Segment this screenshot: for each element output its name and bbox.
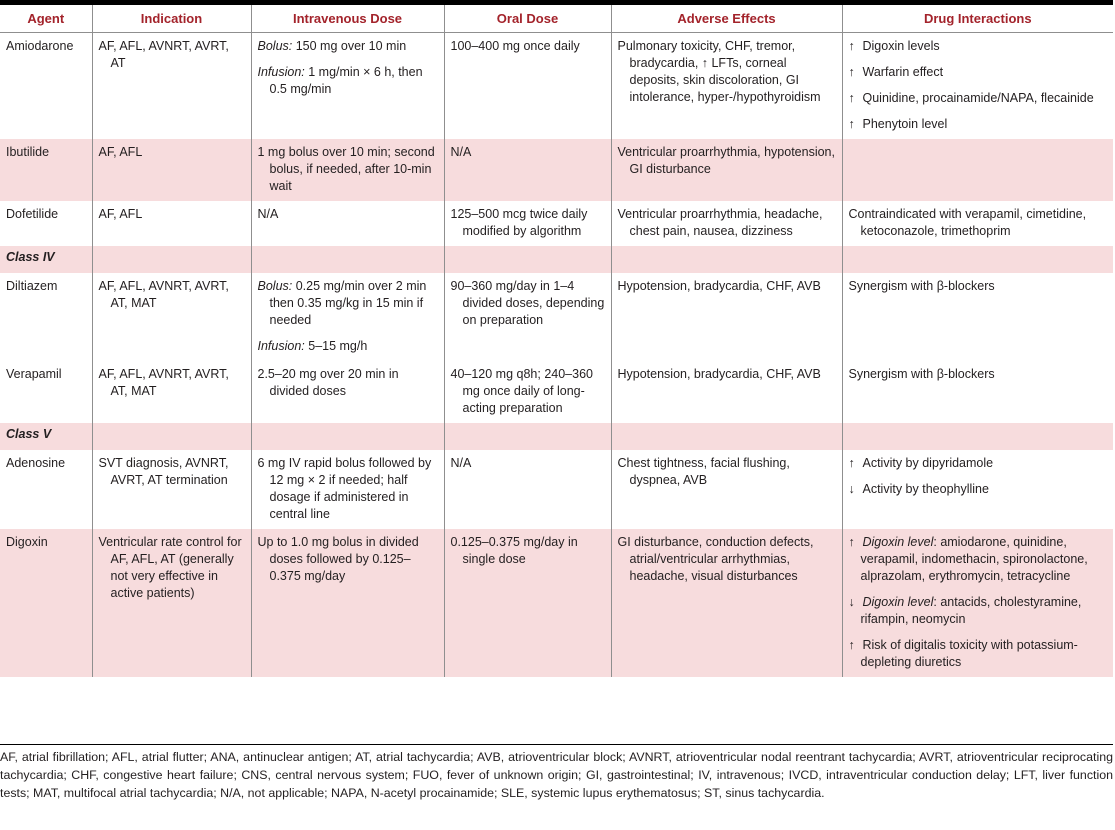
arrow-up-icon: ↑ bbox=[848, 456, 855, 470]
cell-text: Synergism with β-blockers bbox=[848, 367, 995, 381]
class-label-cell bbox=[0, 423, 92, 450]
cell-text: Activity by theophylline bbox=[862, 482, 989, 496]
indication-cell bbox=[92, 33, 251, 140]
interaction-text bbox=[849, 116, 1109, 133]
interaction-text bbox=[849, 637, 1109, 671]
cell-text: Ventricular rate control for AF, AFL, AT (generally not very effective in active patients) bbox=[98, 535, 242, 600]
dose-label: Bolus: bbox=[257, 39, 293, 53]
agent-cell: Amiodarone bbox=[0, 33, 92, 140]
cell-text: 6 mg IV rapid bolus followed by 12 mg × 2 if needed; half dosage if administered in central line bbox=[257, 456, 432, 521]
cell-text: Risk of digitalis toxicity with potassium-depleting diuretics bbox=[860, 638, 1078, 669]
drug-interactions-cell bbox=[842, 139, 1113, 201]
indication-cell bbox=[92, 139, 251, 201]
oral-dose-text bbox=[451, 455, 606, 472]
agent-cell: Dofetilide bbox=[0, 201, 92, 246]
oral-dose-cell bbox=[444, 361, 611, 423]
adverse-effects-text bbox=[618, 144, 837, 178]
oral-dose-text bbox=[451, 366, 606, 417]
drug-interactions-cell bbox=[842, 361, 1113, 423]
interaction-text bbox=[849, 534, 1109, 585]
indication-text bbox=[99, 455, 246, 489]
cell-text: Chest tightness, facial flushing, dyspnea, AVB bbox=[617, 456, 790, 487]
header-drug-interactions: Drug Interactions bbox=[842, 5, 1113, 33]
iv-dose-cell bbox=[251, 139, 444, 201]
indication-text bbox=[99, 278, 246, 312]
cell-text: N/A bbox=[257, 207, 279, 221]
iv-dose-text bbox=[258, 534, 439, 585]
cell-text: GI disturbance, conduction defects, atrial/ventricular arrhythmias, headache, visual disturbances bbox=[617, 535, 814, 583]
cell-text: 0.125–0.375 mg/day in single dose bbox=[450, 535, 578, 566]
iv-dose-cell bbox=[251, 273, 444, 361]
cell-text: N/A bbox=[450, 456, 472, 470]
agent-cell: Adenosine bbox=[0, 450, 92, 529]
indication-text bbox=[99, 144, 246, 161]
arrow-up-icon: ↑ bbox=[848, 117, 855, 131]
table-row bbox=[0, 529, 1113, 677]
adverse-effects-cell bbox=[611, 361, 842, 423]
cell-text: Hypotension, bradycardia, CHF, AVB bbox=[617, 367, 821, 381]
table-body bbox=[0, 33, 1113, 678]
adverse-effects-cell bbox=[611, 450, 842, 529]
oral-dose-text bbox=[451, 38, 606, 55]
cell-text: 1 mg bolus over 10 min; second bolus, if needed, after 10-min wait bbox=[257, 145, 435, 193]
iv-dose-text bbox=[258, 206, 439, 223]
interaction-text bbox=[849, 366, 1109, 383]
cell-text: Up to 1.0 mg bolus in divided doses followed by 0.125–0.375 mg/day bbox=[257, 535, 419, 583]
interaction-text bbox=[849, 278, 1109, 295]
class-label: Class V bbox=[6, 427, 52, 441]
cell-text: Activity by dipyridamole bbox=[862, 456, 994, 470]
adverse-effects-cell bbox=[611, 139, 842, 201]
adverse-effects-text bbox=[618, 206, 837, 240]
cell-text: AF, AFL bbox=[98, 145, 143, 159]
cell-text: 100–400 mg once daily bbox=[450, 39, 580, 53]
cell-text: Digoxin levels bbox=[862, 39, 940, 53]
interaction-text bbox=[849, 455, 1109, 472]
cell-text: 150 mg over 10 min bbox=[292, 39, 407, 53]
table-row bbox=[0, 423, 1113, 450]
cell-text: 5–15 mg/h bbox=[304, 339, 368, 353]
empty-cell bbox=[444, 246, 611, 273]
footnote: AF, atrial fibrillation; AFL, atrial flutter; ANA, antinuclear antigen; AT, atrial tachycardia; AVB, atrioventricular block; AVNRT, atrioventricular nodal reentrant tachycardia; AVRT, atrioventricular reciprocating tachycardia; CHF, congestive heart failure; CNS, central nervous system; FUO, fever of unknown origin; GI, gastrointestinal; IV, intravenous; IVCD, intraventricular conduction delay; LFT, liver function tests; MAT, multifocal atrial tachycardia; N/A, not applicable; NAPA, N-acetyl procainamide; SLE, systemic lupus erythematosus; ST, sinus tachycardia. bbox=[0, 744, 1113, 802]
agent-cell: Verapamil bbox=[0, 361, 92, 423]
indication-text bbox=[99, 38, 246, 72]
indication-text bbox=[99, 206, 246, 223]
cell-text: AF, AFL, AVNRT, AVRT, AT, MAT bbox=[98, 279, 229, 310]
table-row bbox=[0, 201, 1113, 246]
iv-dose-text bbox=[258, 278, 439, 329]
indication-cell bbox=[92, 201, 251, 246]
cell-text: 1 mg/min × 6 h, then 0.5 mg/min bbox=[269, 65, 423, 96]
adverse-effects-cell bbox=[611, 273, 842, 361]
empty-cell bbox=[444, 423, 611, 450]
cell-text: Hypotension, bradycardia, CHF, AVB bbox=[617, 279, 821, 293]
interaction-text bbox=[849, 90, 1109, 107]
header-iv-dose: Intravenous Dose bbox=[251, 5, 444, 33]
table-row bbox=[0, 450, 1113, 529]
arrow-down-icon: ↓ bbox=[848, 482, 855, 496]
adverse-effects-cell bbox=[611, 529, 842, 677]
oral-dose-text bbox=[451, 144, 606, 161]
drug-table bbox=[0, 5, 1113, 677]
iv-dose-cell bbox=[251, 201, 444, 246]
cell-text: Ventricular proarrhythmia, headache, chest pain, nausea, dizziness bbox=[617, 207, 823, 238]
adverse-effects-cell bbox=[611, 201, 842, 246]
cell-text: : amiodarone, quinidine, verapamil, indomethacin, spironolactone, alprazolam, erythromycin, tetracycline bbox=[860, 535, 1088, 583]
indication-text bbox=[99, 534, 246, 602]
indication-cell bbox=[92, 450, 251, 529]
oral-dose-text bbox=[451, 206, 606, 240]
oral-dose-cell bbox=[444, 33, 611, 140]
table-row bbox=[0, 33, 1113, 140]
empty-cell bbox=[251, 423, 444, 450]
header-oral-dose: Oral Dose bbox=[444, 5, 611, 33]
agent-cell: Diltiazem bbox=[0, 273, 92, 361]
cell-text: 0.25 mg/min over 2 min then 0.35 mg/kg in 15 min if needed bbox=[269, 279, 427, 327]
cell-text: 2.5–20 mg over 20 min in divided doses bbox=[257, 367, 399, 398]
drug-interactions-cell bbox=[842, 201, 1113, 246]
empty-cell bbox=[842, 246, 1113, 273]
indication-text bbox=[99, 366, 246, 400]
oral-dose-cell bbox=[444, 201, 611, 246]
arrow-down-icon: ↓ bbox=[848, 595, 855, 609]
adverse-effects-text bbox=[618, 278, 837, 295]
iv-dose-text bbox=[258, 366, 439, 400]
arrow-up-icon: ↑ bbox=[848, 638, 855, 652]
cell-text: : antacids, cholestyramine, rifampin, neomycin bbox=[860, 595, 1082, 626]
interaction-text bbox=[849, 206, 1109, 240]
iv-dose-text bbox=[258, 455, 439, 523]
cell-text: Warfarin effect bbox=[862, 65, 944, 79]
indication-cell bbox=[92, 529, 251, 677]
dose-label: Bolus: bbox=[257, 279, 293, 293]
cell-text: Quinidine, procainamide/NAPA, flecainide bbox=[862, 91, 1094, 105]
adverse-effects-text bbox=[618, 534, 837, 585]
iv-dose-cell bbox=[251, 33, 444, 140]
interaction-text bbox=[849, 64, 1109, 81]
cell-text: Contraindicated with verapamil, cimetidine, ketoconazole, trimethoprim bbox=[848, 207, 1087, 238]
iv-dose-text bbox=[258, 338, 439, 355]
interaction-text bbox=[849, 38, 1109, 55]
adverse-effects-text bbox=[618, 455, 837, 489]
iv-dose-cell bbox=[251, 529, 444, 677]
header-row bbox=[0, 5, 1113, 33]
empty-cell bbox=[611, 246, 842, 273]
arrow-up-icon: ↑ bbox=[848, 39, 855, 53]
oral-dose-text bbox=[451, 278, 606, 329]
dose-label: Digoxin level bbox=[862, 535, 934, 549]
interaction-text bbox=[849, 594, 1109, 628]
arrow-up-icon: ↑ bbox=[848, 535, 855, 549]
table-row bbox=[0, 361, 1113, 423]
iv-dose-text bbox=[258, 144, 439, 195]
indication-cell bbox=[92, 361, 251, 423]
empty-cell bbox=[842, 423, 1113, 450]
drug-interactions-cell bbox=[842, 33, 1113, 140]
header-indication: Indication bbox=[92, 5, 251, 33]
agent-cell: Digoxin bbox=[0, 529, 92, 677]
indication-cell bbox=[92, 273, 251, 361]
cell-text: Phenytoin level bbox=[862, 117, 948, 131]
table-row bbox=[0, 246, 1113, 273]
table-row bbox=[0, 273, 1113, 361]
class-label: Class IV bbox=[6, 250, 55, 264]
class-label-cell bbox=[0, 246, 92, 273]
cell-text: AF, AFL, AVNRT, AVRT, AT, MAT bbox=[98, 367, 229, 398]
interaction-text bbox=[849, 481, 1109, 498]
empty-cell bbox=[251, 246, 444, 273]
oral-dose-cell bbox=[444, 139, 611, 201]
dose-label: Infusion: bbox=[257, 65, 305, 79]
cell-text: Pulmonary toxicity, CHF, tremor, bradycardia, ↑ LFTs, corneal deposits, skin discoloration, GI intolerance, hyper-/hypothyroidism bbox=[617, 39, 821, 104]
header-agent: Agent bbox=[0, 5, 92, 33]
iv-dose-cell bbox=[251, 450, 444, 529]
cell-text: 40–120 mg q8h; 240–360 mg once daily of long-acting preparation bbox=[450, 367, 593, 415]
cell-text: AF, AFL, AVNRT, AVRT, AT bbox=[98, 39, 229, 70]
empty-cell bbox=[92, 423, 251, 450]
adverse-effects-text bbox=[618, 366, 837, 383]
drug-interactions-cell bbox=[842, 273, 1113, 361]
dose-label: Digoxin level bbox=[862, 595, 934, 609]
arrow-up-icon: ↑ bbox=[848, 91, 855, 105]
iv-dose-text bbox=[258, 38, 439, 55]
drug-interactions-cell bbox=[842, 450, 1113, 529]
oral-dose-cell bbox=[444, 273, 611, 361]
oral-dose-text bbox=[451, 534, 606, 568]
adverse-effects-cell bbox=[611, 33, 842, 140]
agent-cell: Ibutilide bbox=[0, 139, 92, 201]
header-adverse-effects: Adverse Effects bbox=[611, 5, 842, 33]
cell-text: Synergism with β-blockers bbox=[848, 279, 995, 293]
iv-dose-text bbox=[258, 64, 439, 98]
drug-interactions-cell bbox=[842, 529, 1113, 677]
empty-cell bbox=[92, 246, 251, 273]
adverse-effects-text bbox=[618, 38, 837, 106]
dose-label: Infusion: bbox=[257, 339, 305, 353]
cell-text: SVT diagnosis, AVNRT, AVRT, AT termination bbox=[98, 456, 229, 487]
cell-text: Ventricular proarrhythmia, hypotension, GI disturbance bbox=[617, 145, 835, 176]
empty-cell bbox=[611, 423, 842, 450]
oral-dose-cell bbox=[444, 450, 611, 529]
iv-dose-cell bbox=[251, 361, 444, 423]
arrow-up-icon: ↑ bbox=[848, 65, 855, 79]
cell-text: N/A bbox=[450, 145, 472, 159]
cell-text: 90–360 mg/day in 1–4 divided doses, depending on preparation bbox=[450, 279, 605, 327]
oral-dose-cell bbox=[444, 529, 611, 677]
cell-text: AF, AFL bbox=[98, 207, 143, 221]
cell-text: 125–500 mcg twice daily modified by algorithm bbox=[450, 207, 588, 238]
table-row bbox=[0, 139, 1113, 201]
